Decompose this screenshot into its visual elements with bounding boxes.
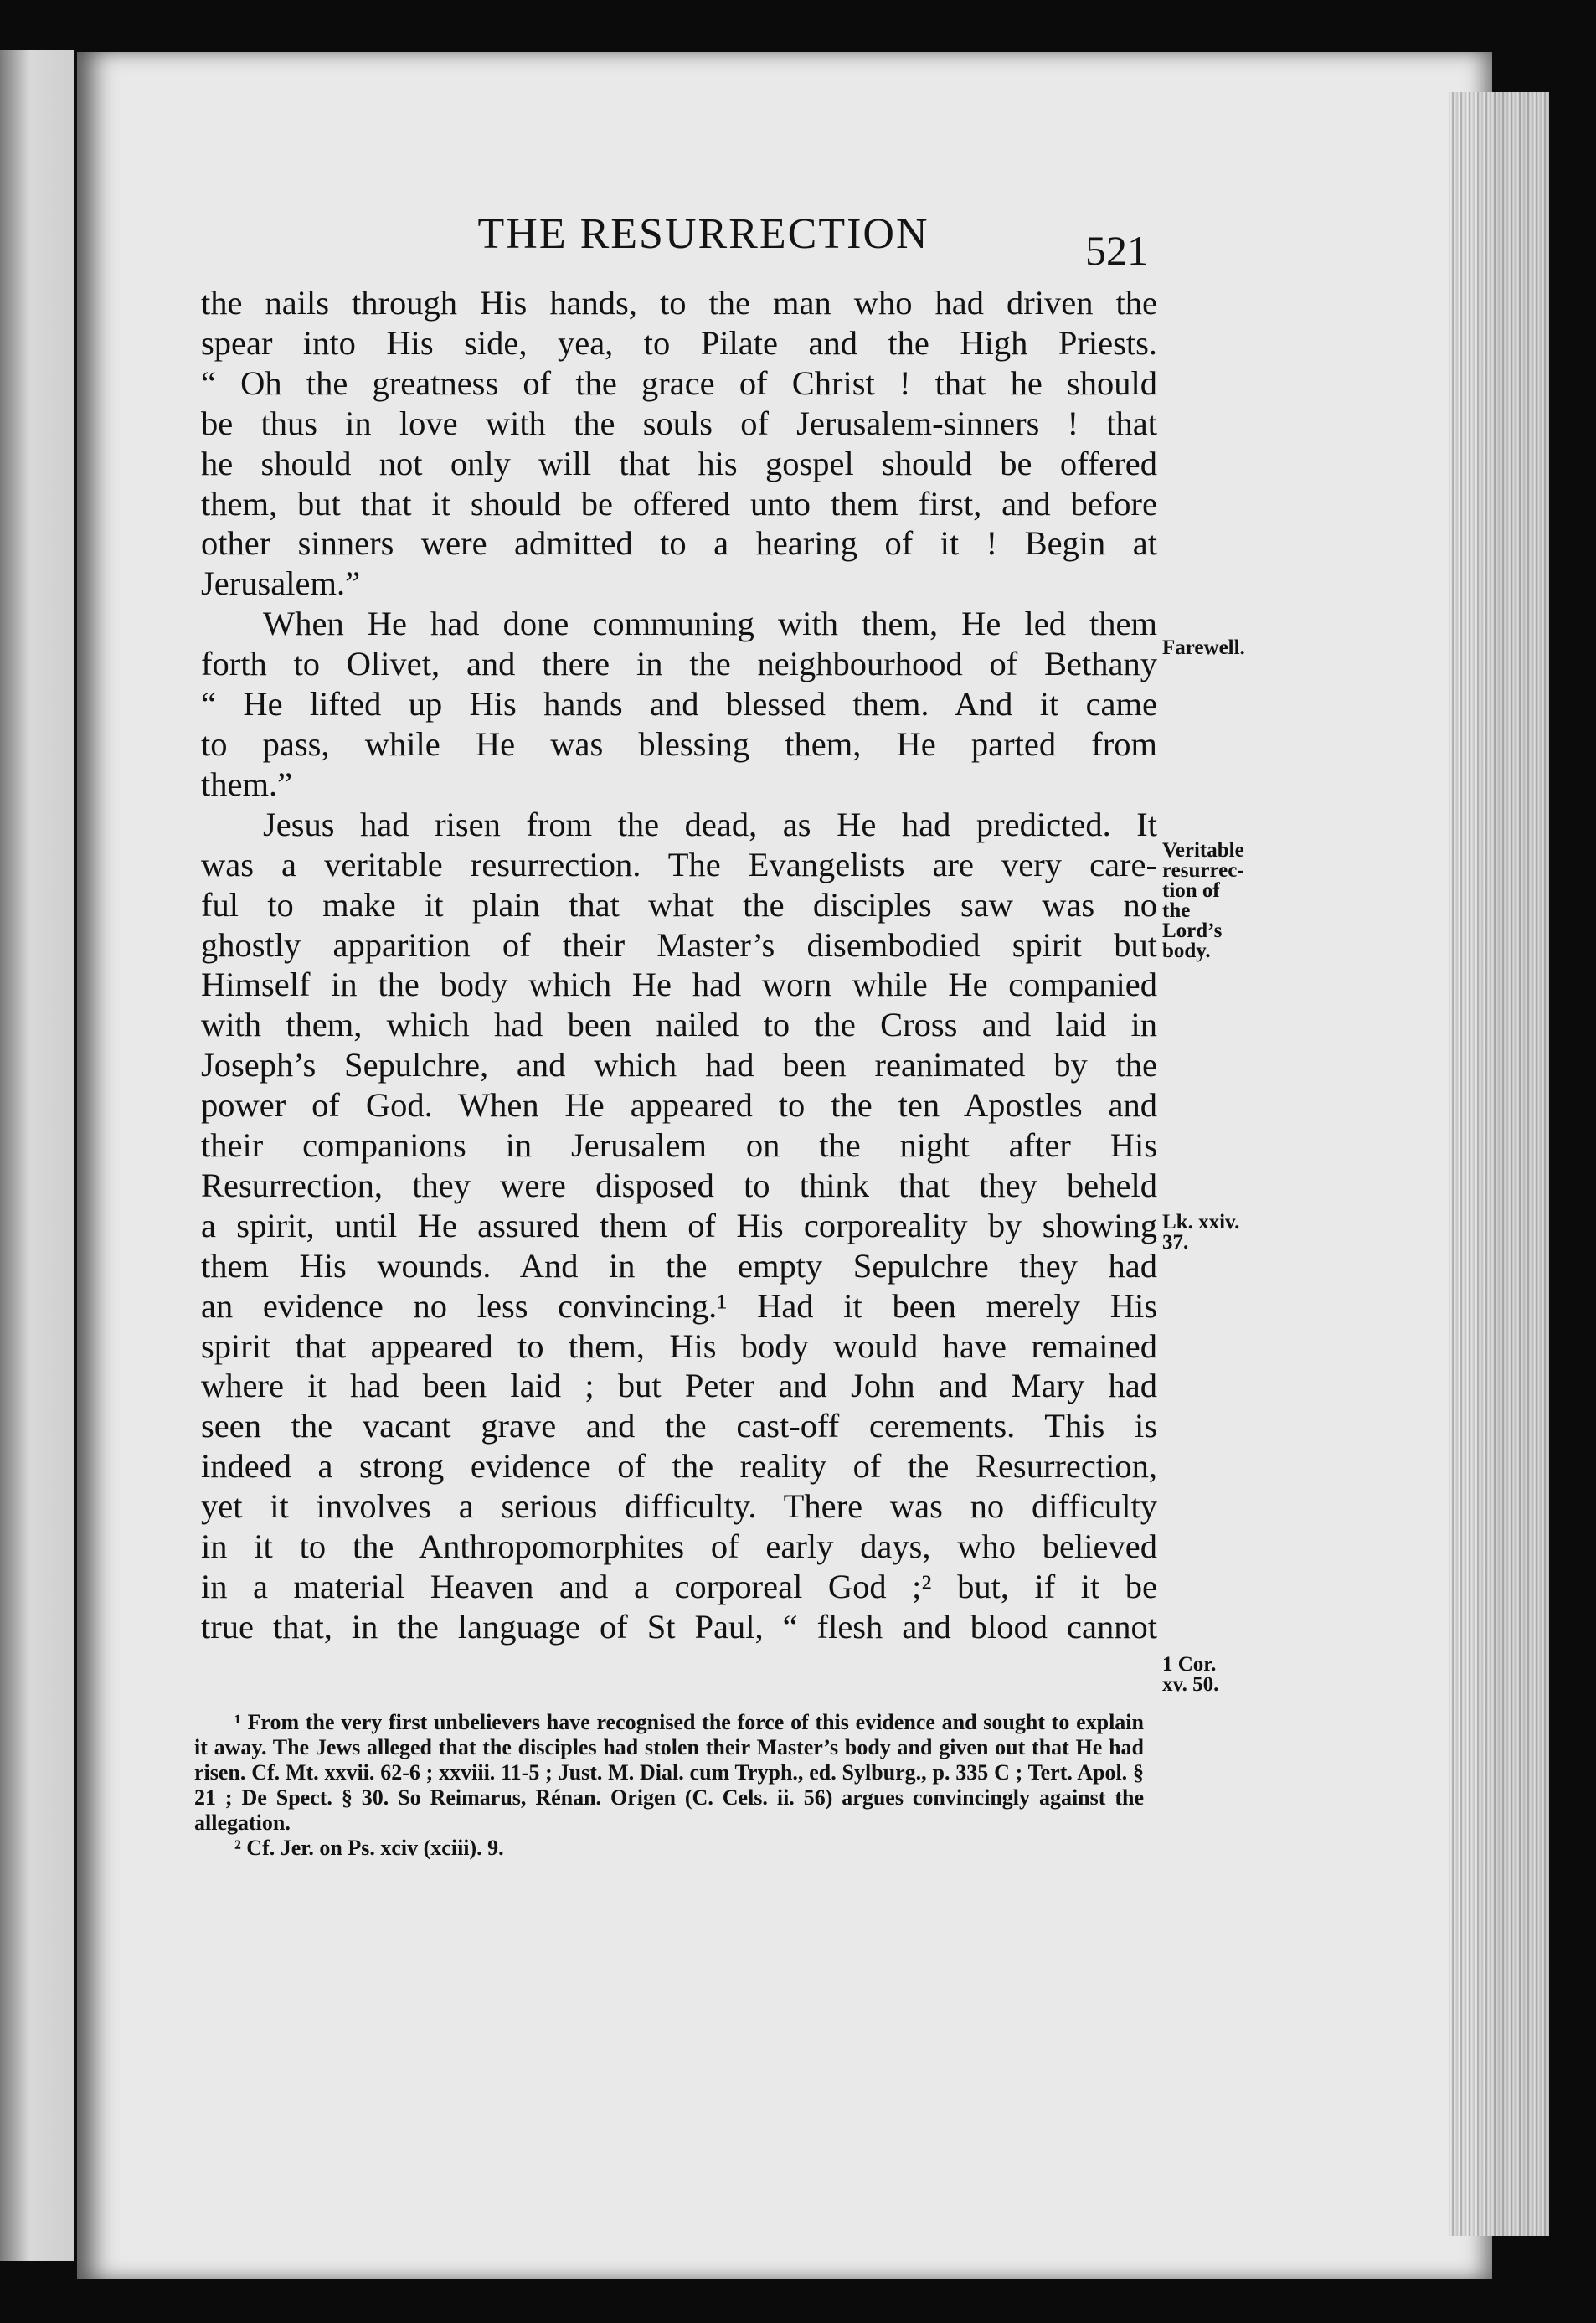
text-line: a spirit, until He assured them of His corporeality by showing — [201, 1206, 1157, 1244]
running-head: THE RESURRECTION — [477, 210, 929, 258]
text-line: ful to make it plain that what the disciples saw was no — [201, 885, 1157, 924]
text-line: When He had done communing with them, He led them — [263, 605, 1157, 643]
text-line: them, but that it should be offered unto them first, and before — [201, 484, 1157, 523]
page-edges — [1449, 92, 1549, 2236]
text-line: Jesus had risen from the dead, as He had predicted. It — [263, 805, 1157, 843]
text-line: power of God. When He appeared to the ten Apostles and — [201, 1086, 1157, 1125]
text-line: was a veritable resurrection. The Evangelists are very care- — [201, 845, 1157, 883]
text-line: “ Oh the greatness of the grace of Christ ! that he should — [201, 363, 1157, 402]
text-line: other sinners were admitted to a hearing of it ! Begin at — [201, 524, 1157, 563]
text-line: indeed a strong evidence of the reality of the Resurrection, — [201, 1447, 1157, 1486]
text-line: the nails through His hands, to the man who had driven the — [201, 284, 1157, 322]
text-line: ghostly apparition of their Master’s disembodied spirit but — [201, 925, 1157, 964]
footnotes — [194, 1710, 1144, 1861]
text-line: Resurrection, they were disposed to think that they beheld — [201, 1166, 1157, 1204]
paragraph-3 — [201, 805, 1157, 1647]
text-line: seen the vacant grave and the cast-off cerements. This is — [201, 1407, 1157, 1445]
text-line: Joseph’s Sepulchre, and which had been reanimated by the — [201, 1046, 1157, 1084]
margin-note-farewell: Farewell. — [1162, 636, 1245, 659]
text-line: in it to the Anthropomorphites of early days, who believed — [201, 1527, 1157, 1566]
margin-note-luke: Lk. xxiv. 37. — [1162, 1211, 1240, 1254]
text-line: yet it involves a serious difficulty. There was no difficulty — [201, 1487, 1157, 1526]
footnote-1: ¹ From the very first unbelievers have recognised the force of this evidence and sought to explain it away. The Jews alleged that the disciples had stolen their Master’s body and given out that He had risen. Cf. Mt. xxvii. 62-6 ; xxviii. 11-5 ; Just. M. Dial. cum Tryph., ed. Sylburg., p. 335 C ; Tert. Apol. § 21 ; De Spect. § 30. So Reimarus, Rénan. Origen (C. Cels. ii. 56) argues convincingly against the allegation. — [194, 1710, 1144, 1835]
main-text — [201, 283, 1157, 1647]
paragraph-1 — [201, 283, 1157, 604]
text-line: in a material Heaven and a corporeal God ;² but, if it be — [201, 1568, 1157, 1605]
text-line: spirit that appeared to them, His body would have remained — [201, 1326, 1157, 1365]
text-line: forth to Olivet, and there in the neighbourhood of Bethany — [201, 645, 1157, 683]
text-line: Jerusalem.” — [201, 564, 361, 603]
text-line: an evidence no less convincing.¹ Had it been merely His — [201, 1286, 1157, 1325]
text-line: with them, which had been nailed to the Cross and laid in — [201, 1006, 1157, 1044]
text-line: their companions in Jerusalem on the night after His — [201, 1126, 1157, 1165]
text-line: Himself in the body which He had worn while He companied — [201, 966, 1157, 1004]
paragraph-2 — [201, 604, 1157, 805]
page-number: 521 — [1085, 227, 1148, 274]
text-line: them.” — [201, 765, 293, 803]
text-line: to pass, while He was blessing them, He parted from — [201, 724, 1157, 763]
text-line: he should not only will that his gospel should be offered — [201, 444, 1157, 482]
text-line: where it had been laid ; but Peter and John and Mary had — [201, 1367, 1157, 1405]
text-line: true that, in the language of St Paul, “ flesh and blood cannot — [201, 1607, 1157, 1646]
text-line: “ He lifted up His hands and blessed them. And it came — [201, 685, 1157, 724]
margin-note-corinthians: 1 Cor. xv. 50. — [1162, 1653, 1219, 1696]
text-line: them His wounds. And in the empty Sepulchre they had — [201, 1246, 1157, 1285]
text-line: spear into His side, yea, to Pilate and the High Priests. — [201, 323, 1157, 362]
text-line: be thus in love with the souls of Jerusalem-sinners ! that — [201, 404, 1157, 442]
facing-page-edge — [0, 50, 74, 2261]
footnote-2: ² Cf. Jer. on Ps. xciv (xciii). 9. — [234, 1836, 504, 1860]
margin-note-veritable: Veritable resurrec-tion of the Lord’s body. — [1162, 839, 1244, 962]
